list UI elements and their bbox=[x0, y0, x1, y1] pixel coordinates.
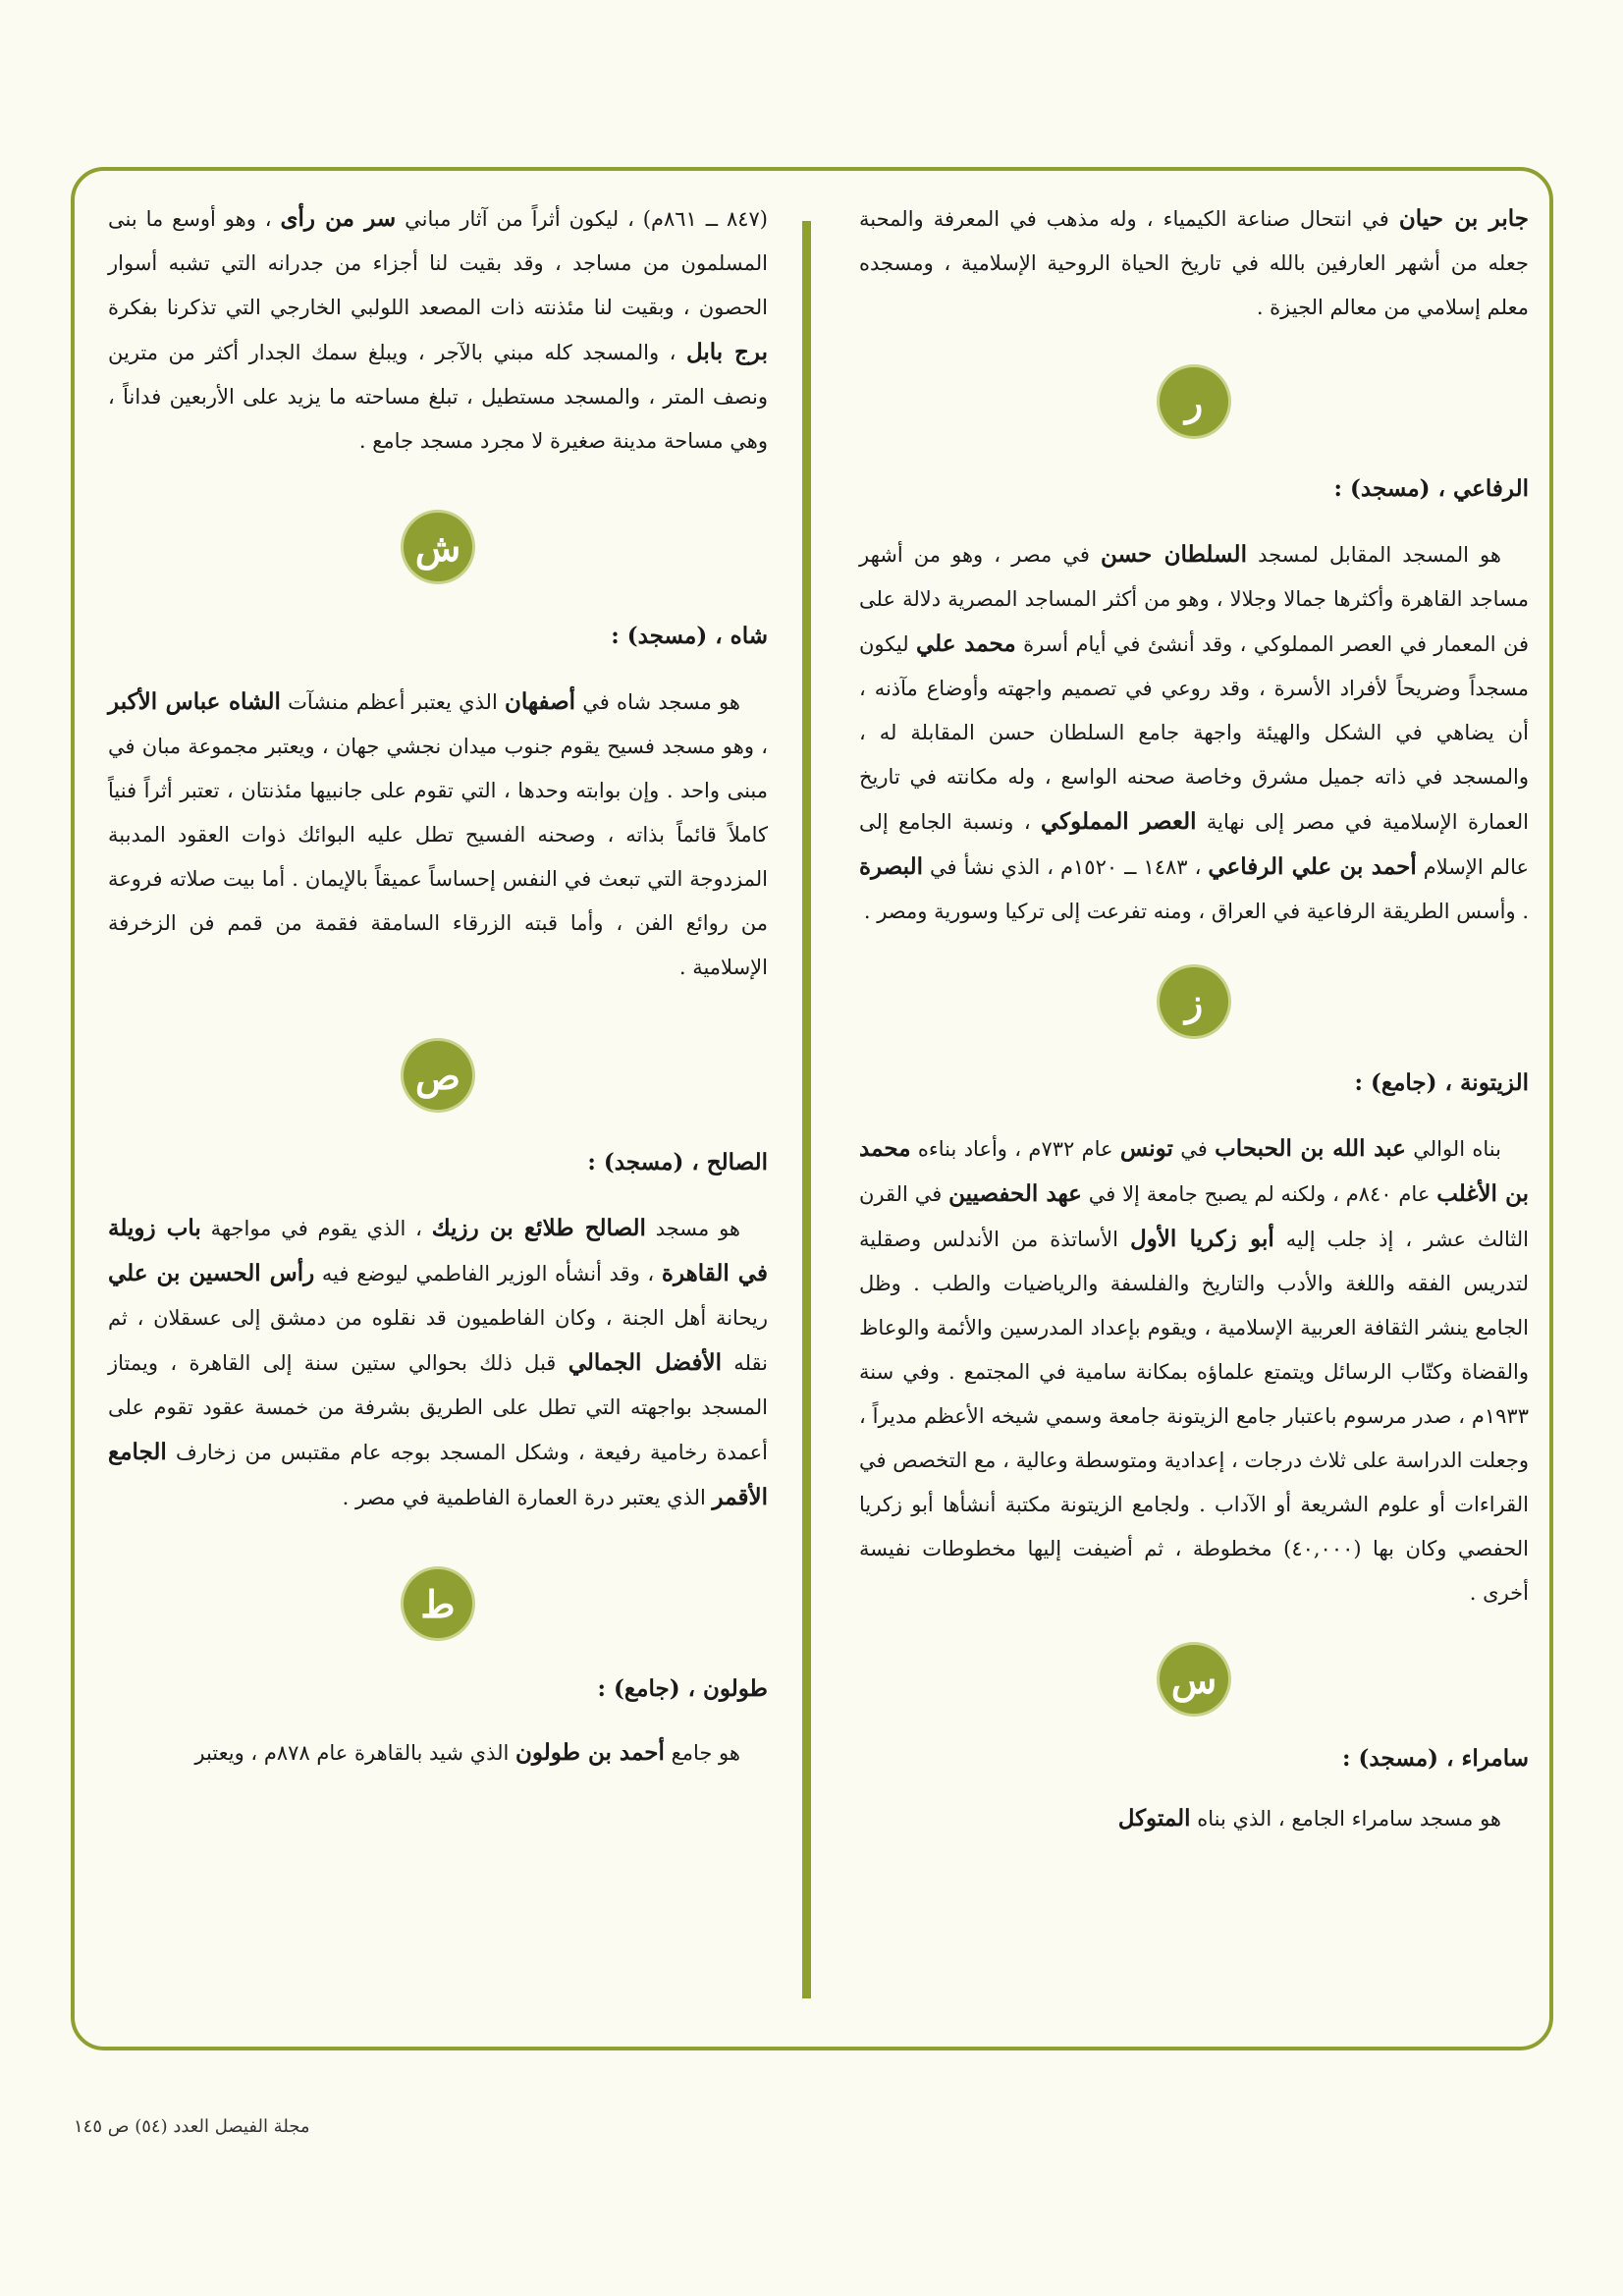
bold-term: الشاه عباس الأكبر bbox=[108, 688, 281, 715]
bold-term: عهد الحفصيين bbox=[948, 1180, 1082, 1207]
text: هو مسجد شاه في bbox=[575, 690, 740, 714]
bold-term: أحمد بن طولون bbox=[515, 1739, 665, 1766]
text: ، وهو مسجد فسيح يقوم جنوب ميدان نجشي جهان ، ويعتبر مجموعة مبان في مبنى واحد . وإن بوابته وحدها ، التي تقوم على جانبيها مئذنتان ، تعتبر أثراً فنياً كاملاً قائماً بذاته ، وصحنه الفسيح تطل عليه البوائك ذوات العقود المدببة المزدوجة التي تبعث في النفس إحساساً عميقاً بالإيمان . أما بيت صلاته فروعة من روائع الفن ، وأما قبته الزرقاء السامقة فقمة من قمم فن الزخرفة الإسلامية . bbox=[108, 735, 768, 979]
letter-marker-ta: ط bbox=[404, 1569, 472, 1638]
text: (٨٤٧ ــ ٨٦١م) ، ليكون أثراً من آثار مباني bbox=[396, 207, 768, 231]
left-column bbox=[108, 196, 768, 1776]
bold-term: أبو زكريا الأول bbox=[1129, 1226, 1274, 1252]
jabir-paragraph bbox=[859, 196, 1529, 330]
bold-term: باب زويلة في القاهرة bbox=[108, 1215, 768, 1286]
right-column bbox=[859, 196, 1529, 1841]
bold-term: برج بابل bbox=[685, 339, 768, 365]
bold-term: جابر بن حيان bbox=[1398, 205, 1529, 232]
bold-term: محمد بن الأغلب bbox=[859, 1135, 1530, 1207]
text: . وأسس الطريقة الرفاعية في العراق ، ومنه تفرعت إلى تركيا وسورية ومصر . bbox=[863, 900, 1529, 923]
column-divider bbox=[802, 221, 811, 1998]
text: ، والمسجد كله مبني بالآجر ، ويبلغ سمك الجدار أكثر من مترين ونصف المتر ، والمسجد مستطيل ، تبلغ مساحته ما يزيد على الأربعين فداناً ، وهي مساحة مدينة صغيرة لا مجرد مسجد جامع . bbox=[108, 341, 768, 453]
text: ريحانة أهل الجنة ، وكان الفاطميون قد نقلوه من دمشق إلى عسقلان ، ثم نقله bbox=[108, 1306, 768, 1375]
text: هو مسجد سامراء الجامع ، الذي بناه bbox=[1190, 1807, 1501, 1831]
letter-marker-z: ز bbox=[1160, 967, 1228, 1036]
text: في انتحال صناعة الكيمياء ، وله مذهب في المعرفة والمحبة جعله من أشهر العارفين بالله في تاريخ الحياة الروحية الإسلامية ، ومسجده معلم إسلامي من معالم الجيزة . bbox=[859, 207, 1529, 319]
text: هو المسجد المقابل لمسجد bbox=[1246, 543, 1501, 567]
rifai-paragraph bbox=[859, 532, 1529, 934]
zaytuna-paragraph bbox=[859, 1126, 1529, 1615]
entry-heading-samarra: سامراء ، (مسجد) : bbox=[1342, 1744, 1529, 1772]
bold-term: رأس الحسين بن علي bbox=[108, 1260, 315, 1286]
entry-heading-salih: الصالح ، (مسجد) : bbox=[587, 1148, 768, 1175]
letter-marker-sh: ش bbox=[404, 513, 472, 581]
text: في القرن الثالث عشر ، إذ جلب إليه bbox=[859, 1182, 1530, 1251]
text: الذي يعتبر درة العمارة الفاطمية في مصر . bbox=[342, 1486, 713, 1509]
bold-term: محمد علي bbox=[915, 630, 1016, 657]
text: ليكون مسجداً وضريحاً لأفراد الأسرة ، وقد روعي في تصميم واجهته وأوضاع مآذنه ، أن يضاهي في الشكل والهيئة واجهة جامع السلطان حسن المقابلة له ، والمسجد في ذاته جميل مشرق وخاصة صحنه الواسع ، وله مكانته في تاريخ العمارة الإسلامية في مصر إلى نهاية bbox=[859, 632, 1530, 834]
bold-term: الجامع الأقمر bbox=[108, 1439, 768, 1510]
letter-marker-sad: ص bbox=[404, 1041, 472, 1110]
samarra-continued-paragraph bbox=[108, 196, 768, 464]
bold-term: تونس bbox=[1119, 1135, 1173, 1162]
bold-term: السلطان حسن bbox=[1100, 541, 1247, 568]
letter-marker-r: ر bbox=[1160, 367, 1228, 436]
text: عام ٧٣٢م ، وأعاد بناءه bbox=[910, 1137, 1120, 1161]
entry-heading-rifai: الرفاعي ، (مسجد) : bbox=[1333, 474, 1529, 502]
text: ، وهو أوسع ما بنى المسلمون من مساجد ، وقد بقيت لنا أجزاء من جدرانه التي تشبه أسوار الحصون ، وبقيت لنا مئذنته ذات المصعد اللولبي الخارجي التي تذكرنا بفكرة bbox=[108, 207, 768, 319]
text: الذي شيد بالقاهرة عام ٨٧٨م ، ويعتبر bbox=[194, 1741, 516, 1765]
bold-term: عبد الله بن الحبحاب bbox=[1215, 1135, 1406, 1162]
text: ، الذي يقوم في مواجهة bbox=[200, 1217, 432, 1240]
text: ، وقد أنشأه الوزير الفاطمي ليوضع فيه bbox=[314, 1262, 662, 1285]
text: الأساتذة من الأندلس وصقلية لتدريس الفقه واللغة والأدب والتاريخ والفلسفة والرياضيات والطب . وظل الجامع ينشر الثقافة العربية الإسلامية ، ويقوم بإعداد المدرسين والأئمة والوعاظ والقضاة وكتّاب الرسائل ويتمتع علماؤه بمكانة سامية في المجتمع . وفي سنة ١٩٣٣م ، صدر مرسوم باعتبار جامع الزيتونة جامعة وسمي شيخه الأعظم مديراً ، وجعلت الدراسة على ثلاث درجات ، إعدادية ومتوسطة وعالية ، مع التخصص في القراءات أو علوم الشريعة أو الآداب . ولجامع الزيتونة مكتبة أنشأها أبو زكريا الحفصي وكان بها (٤٠,٠٠٠) مخطوطة ، ثم أضيفت إليها مخطوطات نفيسة أخرى . bbox=[859, 1228, 1529, 1605]
text: قبل ذلك بحوالي ستين سنة إلى القاهرة ، ويمتاز المسجد بواجهته التي تطل على الطريق بشرفة من خمسة عقود تقوم على أعمدة رخامية رفيعة ، وشكل المسجد بوجه عام مقتبس من زخارف bbox=[108, 1351, 768, 1464]
bold-term: أحمد بن علي الرفاعي bbox=[1208, 853, 1417, 880]
salih-paragraph bbox=[108, 1206, 768, 1520]
bold-term: البصرة bbox=[859, 853, 924, 880]
bold-term: أصفهان bbox=[505, 688, 576, 715]
entry-heading-tulun: طولون ، (جامع) : bbox=[597, 1674, 768, 1702]
entry-heading-shah: شاه ، (مسجد) : bbox=[611, 622, 768, 649]
text: الذي يعتبر أعظم منشآت bbox=[280, 690, 506, 714]
tulun-paragraph bbox=[108, 1730, 768, 1776]
entry-heading-zaytuna: الزيتونة ، (جامع) : bbox=[1354, 1068, 1529, 1096]
samarra-paragraph bbox=[859, 1796, 1529, 1841]
text: هو جامع bbox=[664, 1741, 740, 1765]
letter-marker-s: س bbox=[1160, 1645, 1228, 1714]
page-footer: مجلة الفيصل العدد (٥٤) ص ١٤٥ bbox=[74, 2116, 310, 2137]
bold-term: الأفضل الجمالي bbox=[568, 1349, 722, 1376]
bold-term: العصر المملوكي bbox=[1041, 808, 1197, 835]
text: بناه الوالي bbox=[1405, 1137, 1501, 1161]
bold-term: الصالح طلائع بن رزيك bbox=[431, 1215, 646, 1241]
text: ، ونسبة الجامع إلى عالم الإسلام bbox=[859, 810, 1530, 879]
text: في مصر ، وهو من أشهر مساجد القاهرة وأكثرها جمالا وجلالا ، وهو من أكثر المساجد المصرية دلالة على فن المعمار في العصر المملوكي ، وقد أنشئ في أيام أسرة bbox=[859, 543, 1529, 656]
text: هو مسجد bbox=[645, 1217, 741, 1240]
shah-paragraph bbox=[108, 680, 768, 990]
text: عام ٨٤٠م ، ولكنه لم يصبح جامعة إلا في bbox=[1081, 1182, 1437, 1206]
bold-term: المتوكل bbox=[1117, 1805, 1191, 1831]
text: ، ١٤٨٣ ــ ١٥٢٠م ، الذي نشأ في bbox=[923, 855, 1209, 879]
text: في bbox=[1172, 1137, 1216, 1161]
bold-term: سر من رأى bbox=[280, 205, 397, 232]
